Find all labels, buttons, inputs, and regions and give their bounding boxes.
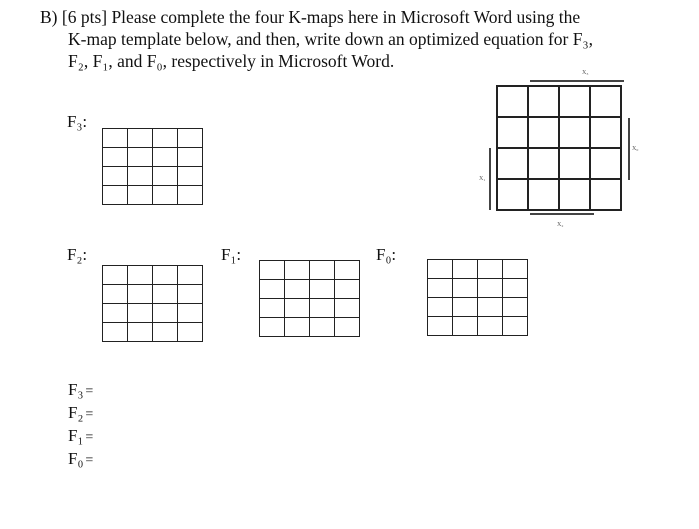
equation-f1-lhs: F₁ — [68, 426, 84, 445]
equation-f3-lhs: F₃ — [68, 380, 84, 399]
question-line-3: F₂, F₁, and F₀, respectively in Microsoft Word. — [68, 51, 395, 71]
question-line-1: B) [6 pts] Please complete the four K-maps here in Microsoft Word using the — [40, 7, 581, 27]
equation-f2-sign: = — [85, 407, 94, 422]
equation-f0-sign: = — [85, 453, 94, 468]
equation-f3-sign: = — [85, 384, 94, 399]
question-line-2: K-map template below, and then, write down an optimized equation for F₃, — [68, 29, 593, 49]
equation-f0 — [68, 448, 93, 471]
f2-label: F₂: — [67, 245, 88, 264]
template-bottom-bracket — [530, 213, 594, 215]
equation-f1 — [68, 425, 93, 448]
f1-label: F₁: — [221, 245, 242, 264]
equation-f1-sign: = — [85, 430, 94, 445]
f0-kmap-grid — [427, 259, 528, 336]
template-left-bracket — [489, 148, 491, 210]
f3-label: F₃: — [67, 112, 88, 131]
f2-kmap-grid — [102, 265, 203, 342]
template-bottom-var: X₂ — [557, 222, 564, 228]
f3-kmap-grid — [102, 128, 203, 205]
equation-f3 — [68, 379, 93, 402]
kmap-template-grid — [496, 85, 622, 211]
f1-kmap-grid — [259, 260, 360, 337]
equations-block — [68, 379, 93, 471]
equation-f2 — [68, 402, 93, 425]
template-right-bracket — [628, 118, 630, 180]
equation-f2-lhs: F₂ — [68, 403, 84, 422]
equation-f0-lhs: F₀ — [68, 449, 84, 468]
template-left-var: X₁ — [479, 176, 486, 182]
template-top-var: X₃ — [582, 70, 589, 76]
template-top-bracket — [530, 80, 624, 82]
template-right-var: X₀ — [632, 146, 639, 152]
f0-label: F₀: — [376, 245, 397, 264]
question-text — [40, 6, 680, 72]
